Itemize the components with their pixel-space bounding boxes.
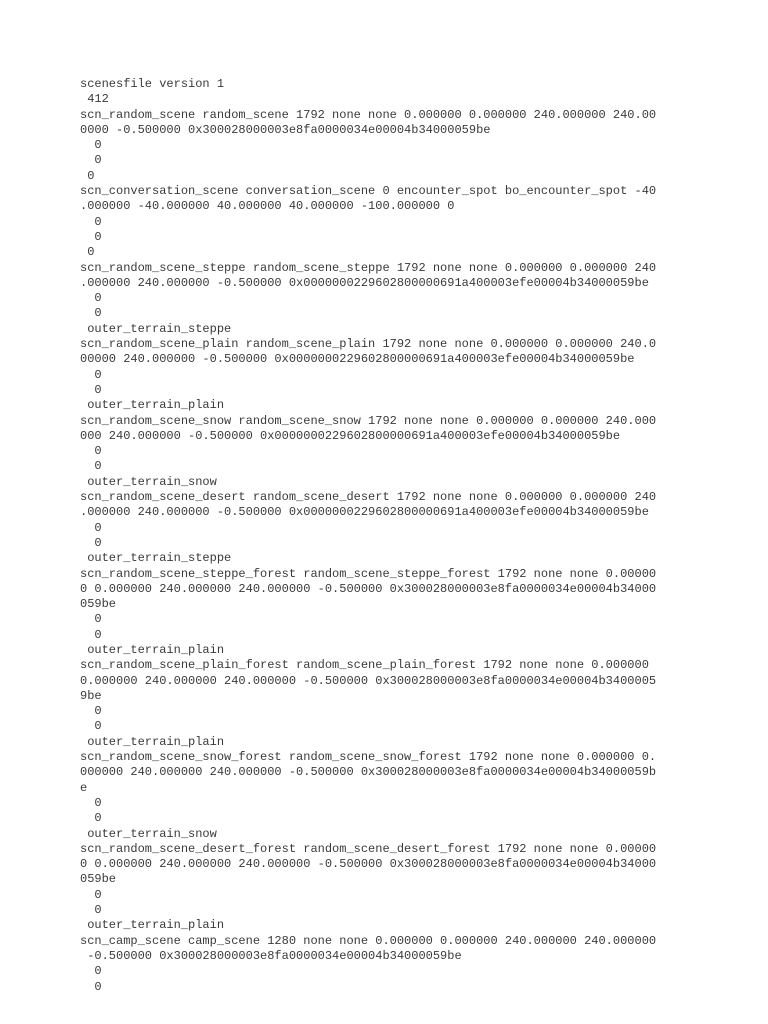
text-line: outer_terrain_steppe [80, 321, 232, 336]
text-line: outer_terrain_plain [80, 398, 225, 413]
text-line: -0.500000 0x300028000003e8fa0000034e00004b34000059be [80, 948, 462, 963]
text-line: 0 [80, 979, 102, 994]
scenes-file-text [80, 77, 700, 995]
text-line: scn_camp_scene camp_scene 1280 none none 0.000000 0.000000 240.000000 240.000000 [80, 933, 657, 948]
text-line: 9be [80, 688, 102, 703]
text-line: scn_random_scene_snow random_scene_snow 1792 none none 0.000000 0.000000 240.000 [80, 413, 657, 428]
text-line: scn_random_scene_desert random_scene_desert 1792 none none 0.000000 0.000000 240 [80, 490, 657, 505]
text-line: 0 [80, 520, 102, 535]
text-line: 000000 240.000000 240.000000 -0.500000 0x300028000003e8fa0000034e00004b34000059b [80, 765, 657, 780]
text-line: .000000 240.000000 -0.500000 0x0000000229602800000691a400003efe00004b34000059be [80, 505, 649, 520]
text-line: 0 [80, 887, 102, 902]
text-line: 000 240.000000 -0.500000 0x0000000229602800000691a400003efe00004b34000059be [80, 428, 621, 443]
text-line: 0 0.000000 240.000000 240.000000 -0.500000 0x300028000003e8fa0000034e00004b34000 [80, 581, 657, 596]
text-line: scn_random_scene_snow_forest random_scene_snow_forest 1792 none none 0.000000 0. [80, 750, 657, 765]
text-line: scn_random_scene random_scene 1792 none none 0.000000 0.000000 240.000000 240.00 [80, 107, 657, 122]
text-line: 0000 -0.500000 0x300028000003e8fa0000034e00004b34000059be [80, 122, 491, 137]
text-line: scn_conversation_scene conversation_scene 0 encounter_spot bo_encounter_spot -40 [80, 184, 657, 199]
text-line: 0 [80, 382, 102, 397]
text-line: 0 [80, 229, 102, 244]
text-line: 0 [80, 291, 102, 306]
text-line: 0 [80, 153, 102, 168]
text-line: outer_terrain_snow [80, 826, 217, 841]
text-line: 0 [80, 168, 95, 183]
text-line: scn_random_scene_steppe random_scene_steppe 1792 none none 0.000000 0.000000 240 [80, 260, 657, 275]
text-line: 0 [80, 964, 102, 979]
text-line: 0 [80, 719, 102, 734]
text-line: 0 [80, 811, 102, 826]
text-line: 0 [80, 535, 102, 550]
text-line: scn_random_scene_plain_forest random_scene_plain_forest 1792 none none 0.000000 [80, 658, 649, 673]
text-line: .000000 -40.000000 40.000000 40.000000 -100.000000 0 [80, 199, 455, 214]
text-line: 0 [80, 612, 102, 627]
text-line: outer_terrain_snow [80, 474, 217, 489]
text-line: 0 [80, 459, 102, 474]
text-line: 0 [80, 704, 102, 719]
text-line: 412 [80, 92, 109, 107]
text-line: 0 [80, 138, 102, 153]
text-line: scn_random_scene_plain random_scene_plain 1792 none none 0.000000 0.000000 240.0 [80, 337, 657, 352]
text-line: outer_terrain_plain [80, 734, 225, 749]
text-line: scn_random_scene_desert_forest random_scene_desert_forest 1792 none none 0.00000 [80, 841, 657, 856]
text-line: outer_terrain_plain [80, 918, 225, 933]
text-line: 059be [80, 872, 117, 887]
text-line: 0 [80, 444, 102, 459]
text-line: scenesfile version 1 [80, 77, 225, 91]
text-line: 0 [80, 367, 102, 382]
text-line: 00000 240.000000 -0.500000 0x0000000229602800000691a400003efe00004b34000059be [80, 352, 635, 367]
text-line: .000000 240.000000 -0.500000 0x0000000229602800000691a400003efe00004b34000059be [80, 275, 649, 290]
text-line: 0 [80, 627, 102, 642]
text-line: 0 [80, 306, 102, 321]
text-line: 0 [80, 903, 102, 918]
text-line: 0.000000 240.000000 240.000000 -0.500000 0x300028000003e8fa0000034e00004b3400005 [80, 673, 657, 688]
text-line: scn_random_scene_steppe_forest random_scene_steppe_forest 1792 none none 0.00000 [80, 566, 657, 581]
text-line: outer_terrain_plain [80, 642, 225, 657]
text-line: 0 0.000000 240.000000 240.000000 -0.500000 0x300028000003e8fa0000034e00004b34000 [80, 857, 657, 872]
text-line: outer_terrain_steppe [80, 551, 232, 566]
text-line: e [80, 780, 88, 795]
text-line: 0 [80, 245, 95, 260]
text-line: 0 [80, 795, 102, 810]
text-line: 0 [80, 214, 102, 229]
text-line: 059be [80, 597, 117, 612]
